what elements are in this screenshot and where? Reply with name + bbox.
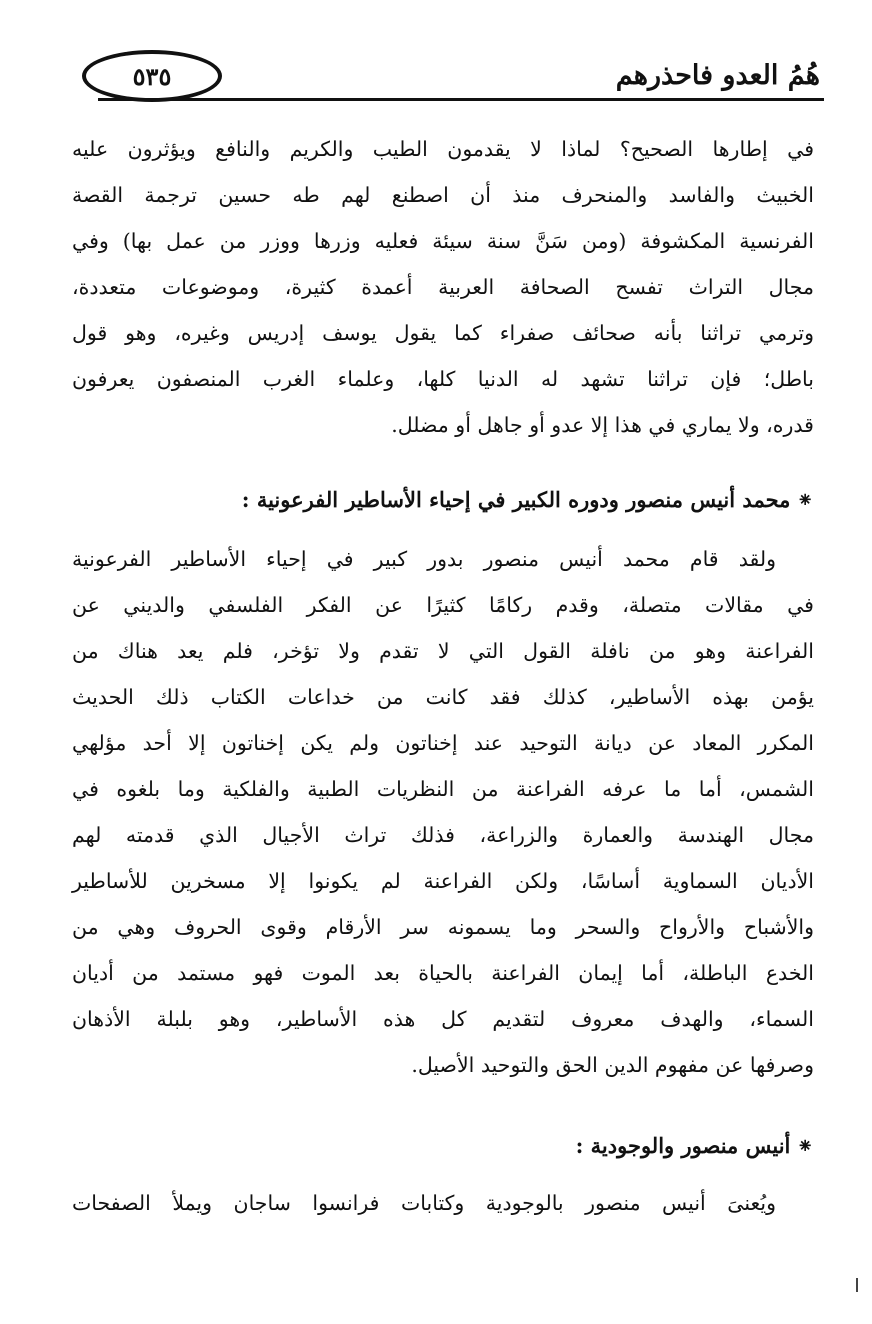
text-line: الخدع الباطلة، أما إيمان الفراعنة بالحياة بعد الموت فهو مستمد من أديان bbox=[72, 961, 814, 985]
text-line: قدره، ولا يماري في هذا إلا عدو أو جاهل أو مضلل. bbox=[391, 413, 814, 437]
text-line: مجال التراث تفسح الصحافة العربية أعمدة كثيرة، وموضوعات متعددة، bbox=[72, 275, 814, 299]
paragraph-3 bbox=[72, 1180, 814, 1226]
text-line: الفرنسية المكشوفة (ومن سَنَّ سنة سيئة فعليه وزرها ووزر من عمل بها) وفي bbox=[72, 229, 814, 253]
text-line: الفراعنة وهو من نافلة القول التي لا تقدم ولا تؤخر، فلم يعد هناك من bbox=[72, 639, 814, 663]
paragraph-2 bbox=[72, 536, 814, 1088]
text-line: الأديان السماوية أساسًا، ولكن الفراعنة لم يكونوا إلا مسخرين للأساطير bbox=[72, 869, 814, 893]
text-line: وصرفها عن مفهوم الدين الحق والتوحيد الأصيل. bbox=[411, 1053, 814, 1077]
text-line: والأشباح والأرواح والسحر وما يسمونه سر الأرقام وقوى الحروف وهي من bbox=[72, 915, 814, 939]
text-line: الخبيث والفاسد والمنحرف منذ أن اصطنع لهم طه حسين ترجمة القصة bbox=[72, 183, 814, 207]
text-line: وترمي تراثنا بأنه صحائف صفراء كما يقول يوسف إدريس وغيره، وهو قول bbox=[72, 321, 814, 345]
section-heading-2 bbox=[72, 1126, 814, 1166]
text-line: ولقد قام محمد أنيس منصور بدور كبير في إحياء الأساطير الفرعونية bbox=[72, 547, 776, 571]
section-heading-1 bbox=[72, 480, 814, 520]
text-line: يؤمن بهذه الأساطير، كذلك فقد كانت من خداعات الكتاب ذلك الحديث bbox=[72, 685, 814, 709]
header-rule bbox=[98, 98, 824, 101]
text-line: المكرر المعاد عن ديانة التوحيد عند إخناتون ولم يكن إخناتون إلا أحد مؤلهي bbox=[72, 731, 814, 755]
asterism-icon: ⁕ bbox=[796, 1134, 814, 1158]
text-line: الشمس، أما ما عرفه الفراعنة من النظريات الطبية والفلكية وما بلغوه في bbox=[72, 777, 814, 801]
text-line: ويُعنىَ أنيس منصور بالوجودية وكتابات فرانسوا ساجان ويملأ الصفحات bbox=[72, 1191, 776, 1215]
section-heading-text: أنيس منصور والوجودية : bbox=[575, 1133, 791, 1158]
section-heading-text: محمد أنيس منصور ودوره الكبير في إحياء الأساطير الفرعونية : bbox=[241, 487, 791, 512]
scan-mark bbox=[856, 1278, 858, 1292]
page-number: ٥٣٥ bbox=[82, 50, 222, 102]
text-line: باطل؛ فإن تراثنا تشهد له الدنيا كلها، وعلماء الغرب المنصفون يعرفون bbox=[72, 367, 814, 391]
text-line: في إطارها الصحيح؟ لماذا لا يقدمون الطيب والكريم والنافع ويؤثرون عليه bbox=[72, 137, 814, 161]
text-line: السماء، والهدف معروف لتقديم كل هذه الأساطير، وهو بلبلة الأذهان bbox=[72, 1007, 814, 1031]
paragraph-1 bbox=[72, 126, 814, 464]
asterism-icon: ⁕ bbox=[796, 488, 814, 512]
page-header bbox=[60, 42, 820, 112]
text-line: في مقالات متصلة، وقدم ركامًا كثيرًا عن الفكر الفلسفي والديني عن bbox=[72, 593, 814, 617]
running-title: هُمُ العدو فاحذرهم bbox=[615, 60, 820, 91]
text-line: مجال الهندسة والعمارة والزراعة، فذلك تراث الأجيال الذي قدمته لهم bbox=[72, 823, 814, 847]
